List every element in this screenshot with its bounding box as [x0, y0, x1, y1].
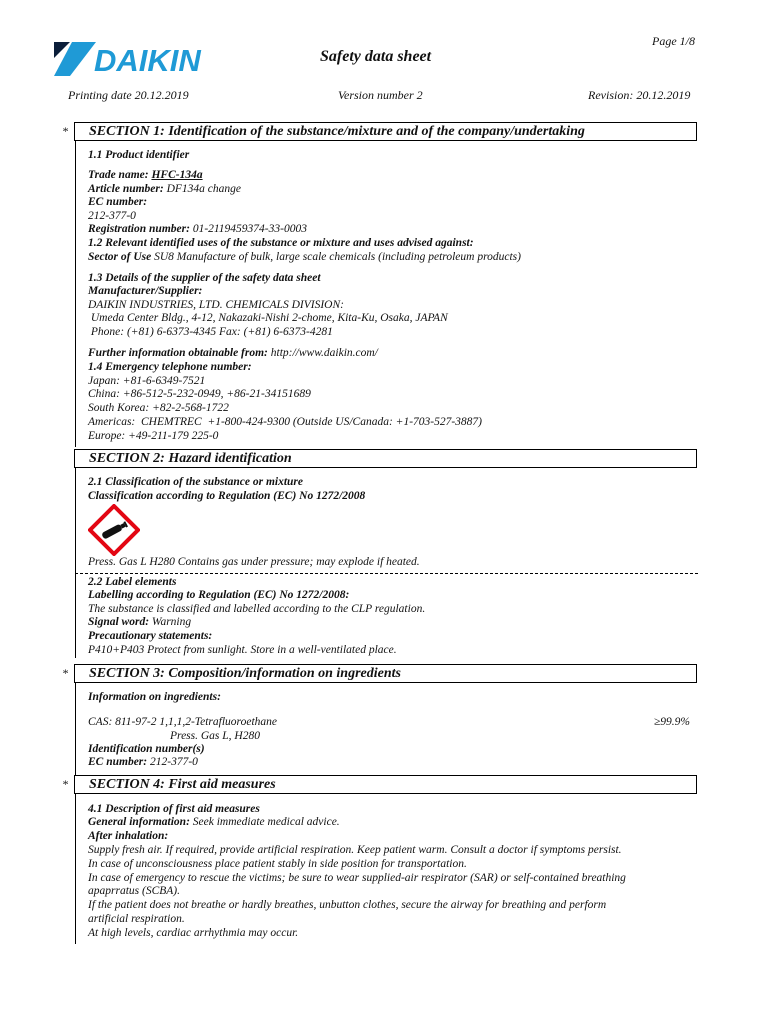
inhalation-instruction-2: In case of unconsciousness place patient stably in side position for transportation. — [88, 858, 467, 870]
general-information-label: General information: — [88, 816, 193, 828]
classification-regulation: Classification according to Regulation (EC) No 1272/2008 — [88, 490, 366, 502]
sheet-title: Safety data sheet — [320, 48, 432, 65]
section2-heading: SECTION 2: Hazard identification — [74, 449, 697, 468]
first-aid-description-heading: 4.1 Description of first aid measures — [88, 803, 260, 815]
general-information-row — [88, 816, 340, 830]
section2-rule — [75, 468, 76, 658]
precautionary-text: P410+P403 Protect from sunlight. Store in a well-ventilated place. — [88, 644, 397, 656]
section4-rule — [75, 794, 76, 944]
labelling-text: The substance is classified and labelled according to the CLP regulation. — [88, 603, 426, 615]
inhalation-instruction-3b: apaprratus (SCBA). — [88, 885, 180, 897]
signal-word-value: Warning — [151, 616, 192, 628]
registration-number-value: 01-2119459374-33-0003 — [192, 223, 307, 235]
after-inhalation-label: After inhalation: — [88, 830, 169, 842]
emergency-china: China: +86-512-5-232-0949, +86-21-34151689 — [88, 388, 311, 400]
signal-word-row — [88, 616, 191, 630]
classification-heading: 2.1 Classification of the substance or mixture — [88, 476, 304, 488]
section1-heading: SECTION 1: Identification of the substance/mixture and of the company/undertaking — [74, 122, 697, 141]
identified-uses-heading: 1.2 Relevant identified uses of the substance or mixture and uses advised against: — [88, 237, 474, 249]
section3-heading: SECTION 3: Composition/information on ingredients — [74, 664, 697, 683]
emergency-phone-heading: 1.4 Emergency telephone number: — [88, 361, 252, 373]
further-information-link[interactable]: http://www.daikin.com/ — [270, 347, 378, 359]
ingredients-info-label: Information on ingredients: — [88, 691, 221, 703]
section1-change-marker: * — [62, 124, 68, 138]
ingredient-ec-label: EC number: — [88, 756, 150, 768]
revision-date: Revision: 20.12.2019 — [588, 88, 691, 102]
section-divider-dashed — [75, 573, 698, 574]
hazard-statement: Press. Gas L H280 Contains gas under pressure; may explode if heated. — [88, 556, 420, 568]
ingredient-classification: Press. Gas L, H280 — [170, 730, 260, 742]
sector-of-use-value: SU8 Manufacture of bulk, large scale chemicals (including petroleum products) — [154, 251, 521, 263]
inhalation-instruction-1: Supply fresh air. If required, provide artificial respiration. Keep patient warm. Consult a doctor if symptoms persist. — [88, 844, 622, 856]
trade-name-row — [88, 169, 203, 183]
sector-of-use-row — [88, 251, 521, 265]
logo-text: DAIKIN — [94, 43, 201, 78]
ingredient-cas-line: CAS: 811-97-2 1,1,1,2-Tetrafluoroethane — [88, 716, 277, 728]
supplier-details-heading: 1.3 Details of the supplier of the safety data sheet — [88, 272, 321, 284]
printing-date: Printing date 20.12.2019 — [68, 88, 189, 102]
article-number-value: DF134a change — [166, 183, 242, 195]
manufacturer-name: DAIKIN INDUSTRIES, LTD. CHEMICALS DIVISION: — [88, 299, 344, 311]
manufacturer-address: Umeda Center Bldg., 4-12, Nakazaki-Nishi 2-chome, Kita-Ku, Osaka, JAPAN — [88, 312, 448, 324]
inhalation-instruction-3a: In case of emergency to rescue the victims; be sure to wear supplied-air respirator (SAR) or self-contained breathing — [88, 872, 626, 884]
section1-rule — [75, 141, 76, 447]
emergency-korea: South Korea: +82-2-568-1722 — [88, 402, 229, 414]
further-information-row — [88, 347, 378, 361]
labelling-regulation: Labelling according to Regulation (EC) No 1272/2008: — [88, 589, 350, 601]
emergency-japan: Japan: +81-6-6349-7521 — [88, 375, 206, 387]
ec-number-label: EC number: — [88, 196, 148, 208]
emergency-europe: Europe: +49-211-179 225-0 — [88, 430, 219, 442]
emergency-americas: Americas: CHEMTREC +1-800-424-9300 (Outside US/Canada: +1-703-527-3887) — [88, 416, 483, 428]
article-number-row — [88, 183, 241, 197]
registration-number-label: Registration number: — [88, 223, 193, 235]
identification-numbers-label: Identification number(s) — [88, 743, 205, 755]
article-number-label: Article number: — [88, 183, 167, 195]
ingredient-ec-row — [88, 756, 198, 770]
section4-heading: SECTION 4: First aid measures — [74, 775, 697, 794]
precautionary-label: Precautionary statements: — [88, 630, 213, 642]
manufacturer-phone: Phone: (+81) 6-6373-4345 Fax: (+81) 6-6373-4281 — [88, 326, 333, 338]
daikin-logo — [54, 40, 240, 80]
manufacturer-label: Manufacturer/Supplier: — [88, 285, 203, 297]
inhalation-instruction-4a: If the patient does not breathe or hardly breathes, unbutton clothes, secure the airway for breathing and perform — [88, 899, 607, 911]
section3-change-marker: * — [62, 666, 68, 680]
ingredient-percentage: ≥99.9% — [654, 716, 691, 728]
inhalation-instruction-5: At high levels, cardiac arrhythmia may occur. — [88, 927, 299, 939]
ingredient-ec-value: 212-377-0 — [150, 756, 198, 768]
inhalation-instruction-4b: artificial respiration. — [88, 913, 185, 925]
general-information-value: Seek immediate medical advice. — [192, 816, 340, 828]
label-elements-heading: 2.2 Label elements — [88, 576, 177, 588]
version-number: Version number 2 — [338, 88, 423, 102]
trade-name-label: Trade name: — [88, 169, 152, 181]
product-identifier-heading: 1.1 Product identifier — [88, 149, 190, 161]
trade-name-value: HFC-134a — [151, 169, 203, 181]
section4-change-marker: * — [62, 777, 68, 791]
section3-rule — [75, 683, 76, 775]
gas-cylinder-icon — [88, 504, 140, 556]
ec-number-value: 212-377-0 — [88, 210, 136, 222]
page-number: Page 1/8 — [652, 34, 695, 48]
signal-word-label: Signal word: — [88, 616, 152, 628]
sector-of-use-label: Sector of Use — [88, 251, 155, 263]
registration-number-row — [88, 223, 307, 237]
further-information-label: Further information obtainable from: — [88, 347, 271, 359]
